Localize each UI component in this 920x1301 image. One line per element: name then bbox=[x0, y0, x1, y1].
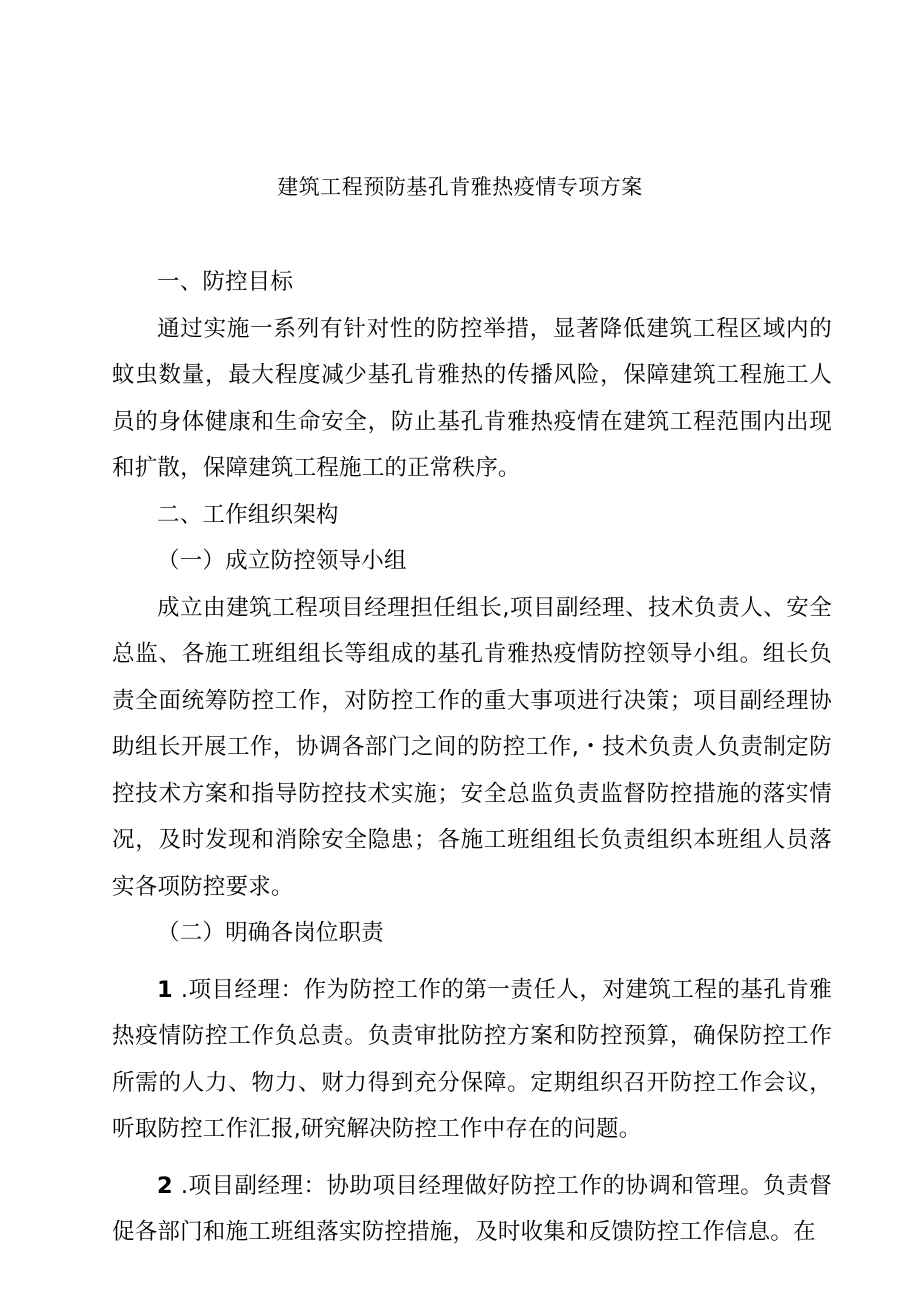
paragraph-leadership-group: 成立由建筑工程项目经理担任组长,项目副经理、技术负责人、安全总监、各施工班组组长等组成的基孔肯雅热疫情防控领导小组。组长负责全面统筹防控工作，对防控工作的重大事项进行决策；项目副经理协助组长开展工作，协调各部门之间的防控工作,・技术负责人负责制定防控技术方案和指导防控技术实施；安全总监负责监督防控措施的落实情况，及时发现和消除安全隐患；各施工班组组长负责组织本班组人员落实各项防控要求。 bbox=[112, 594, 832, 900]
document-body bbox=[112, 259, 832, 1256]
list-item-number: 1 bbox=[157, 976, 173, 1003]
list-item-project-manager bbox=[112, 967, 832, 1153]
section-heading-goals: 一、防控目标 bbox=[157, 269, 294, 295]
list-item-text: .项目副经理：协助项目经理做好防控工作的协调和管理。负责督促各部门和施工班组落实防控措施，及时收集和反馈防控工作信息。在 bbox=[112, 1172, 832, 1245]
list-item-number: 2 bbox=[157, 1172, 173, 1199]
subsection-heading-leadership-group: （一）成立防控领导小组 bbox=[157, 548, 407, 574]
paragraph-goals: 通过实施一系列有针对性的防控举措，显著降低建筑工程区域内的蚊虫数量，最大程度减少基孔肯雅热的传播风险，保障建筑工程施工人员的身体健康和生命安全，防止基孔肯雅热疫情在建筑工程范围内出现和扩散，保障建筑工程施工的正常秩序。 bbox=[112, 315, 832, 481]
document-title: 建筑工程预防基孔肯雅热疫情专项方案 bbox=[277, 175, 643, 199]
subsection-heading-responsibilities: （二）明确各岗位职责 bbox=[157, 920, 385, 946]
list-item-deputy-manager bbox=[112, 1163, 832, 1256]
section-heading-organization: 二、工作组织架构 bbox=[157, 501, 339, 528]
list-item-text: .项目经理：作为防控工作的第一责任人，对建筑工程的基孔肯雅热疫情防控工作负总责。负责审批防控方案和防控预算，确保防控工作所需的人力、物力、财力得到充分保障。定期组织召开防控工作会议，听取防控工作汇报,研究解决防控工作中存在的问题。 bbox=[112, 976, 832, 1142]
